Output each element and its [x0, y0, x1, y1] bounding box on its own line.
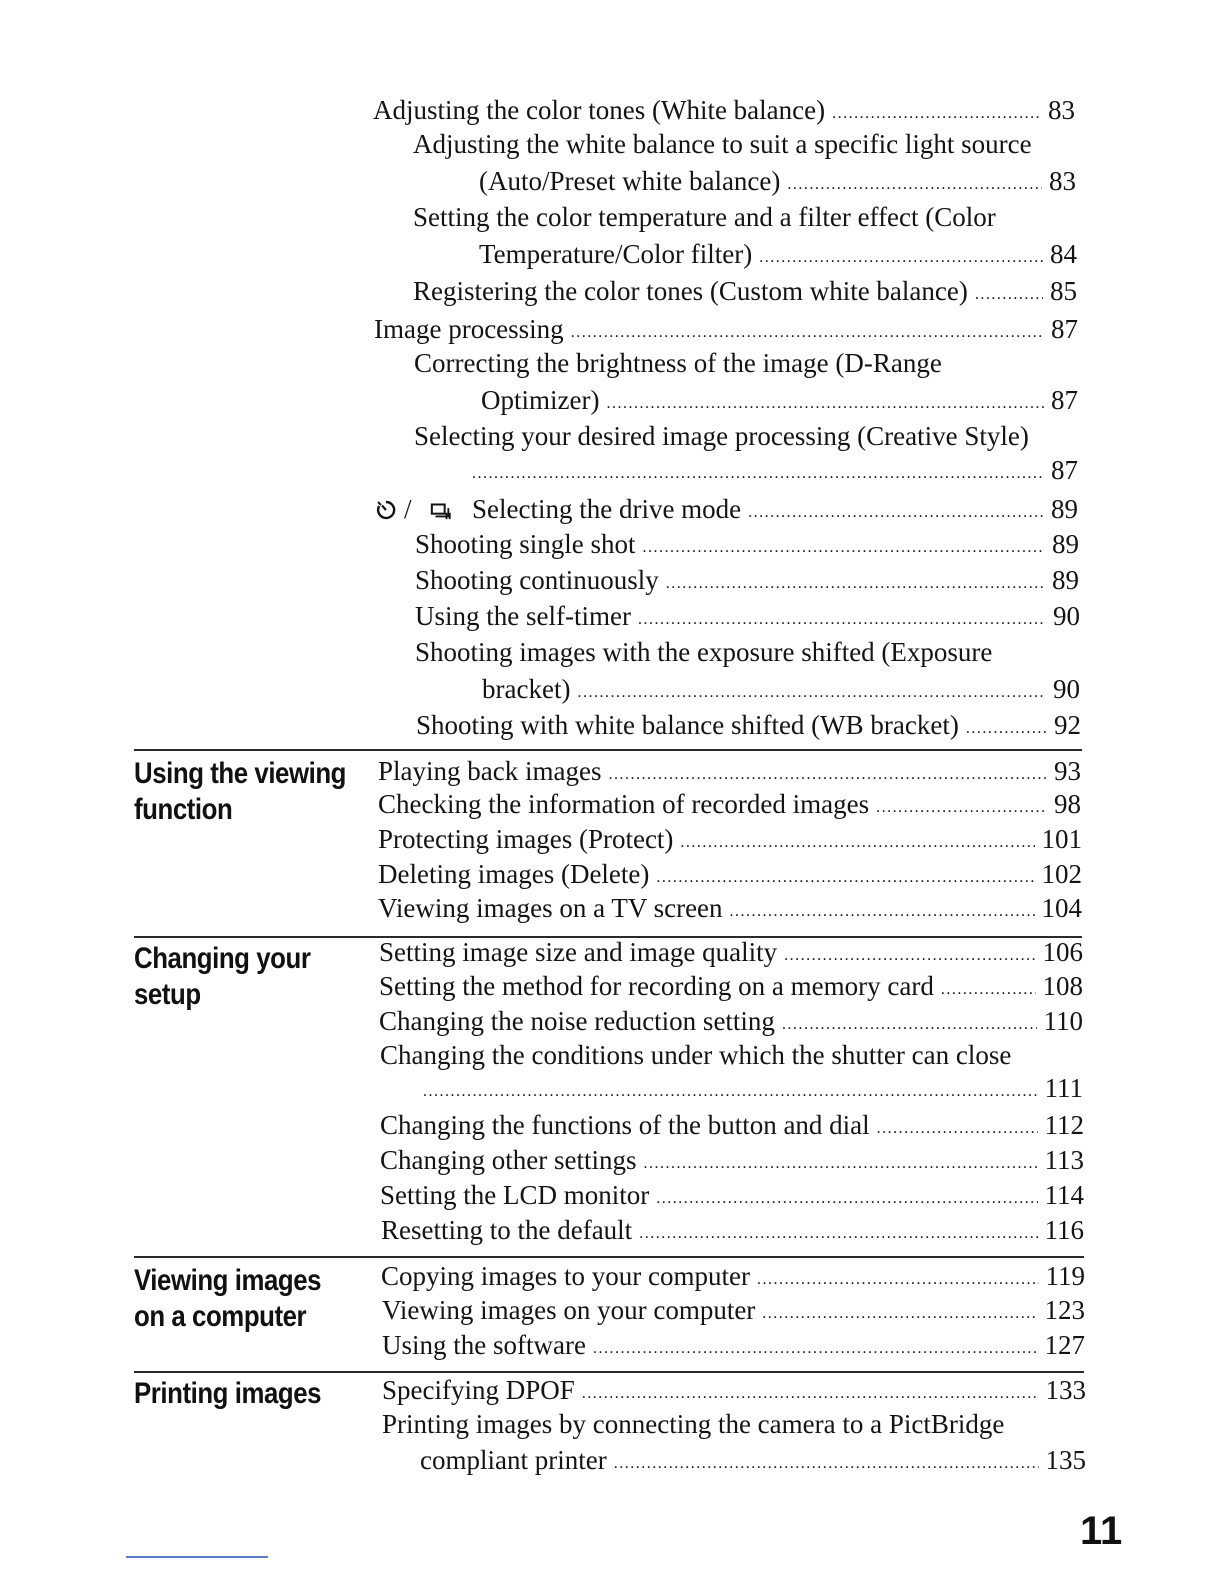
entry-text: bracket): [482, 674, 571, 704]
dot-leader: [784, 934, 1035, 970]
toc-entry[interactable]: [0, 311, 1224, 347]
toc-entry-drive-mode[interactable]: [0, 491, 1224, 527]
toc-entry[interactable]: [0, 418, 1224, 454]
continuous-shooting-icon: [430, 499, 452, 521]
entry-page: 83: [1049, 166, 1076, 196]
entry-text: Shooting images with the exposure shifted (Exposure: [415, 637, 993, 667]
entry-text: Optimizer): [481, 385, 600, 415]
entry-page: 119: [1045, 1261, 1085, 1291]
dot-leader: [666, 562, 1045, 598]
toc-entry[interactable]: [0, 1070, 1224, 1106]
section-rule: [134, 749, 1082, 751]
dot-leader: [639, 1212, 1037, 1248]
self-timer-icon: [375, 499, 397, 521]
dot-leader: [876, 786, 1047, 822]
entry-page: 84: [1050, 239, 1077, 269]
entry-text: Selecting the drive mode: [472, 494, 742, 524]
entry-page: 102: [1041, 859, 1082, 889]
dot-leader: [941, 968, 1036, 1004]
toc-entry[interactable]: [0, 1292, 1224, 1328]
dot-leader: [757, 1258, 1039, 1294]
toc-entry[interactable]: [0, 1003, 1224, 1039]
dot-leader: [643, 526, 1045, 562]
entry-text: Shooting continuously: [415, 565, 659, 595]
entry-text: Deleting images (Delete): [378, 859, 650, 889]
toc-entry[interactable]: [0, 1327, 1224, 1363]
entry-text: Specifying DPOF: [382, 1375, 575, 1405]
dot-leader: [832, 92, 1041, 128]
toc-entry[interactable]: [0, 452, 1224, 488]
dot-leader: [606, 382, 1044, 418]
dot-leader: [582, 1372, 1039, 1408]
toc-entry[interactable]: [0, 786, 1224, 822]
toc-entry[interactable]: [0, 890, 1224, 926]
dot-leader: [643, 1142, 1037, 1178]
dot-leader: [571, 311, 1044, 347]
toc-entry[interactable]: [0, 1258, 1224, 1294]
entry-page: 114: [1044, 1180, 1084, 1210]
dot-leader: [730, 890, 1035, 926]
entry-text: Adjusting the color tones (White balance): [373, 95, 826, 125]
entry-page: 89: [1052, 565, 1079, 595]
toc-entry[interactable]: [0, 1107, 1224, 1143]
toc-entry[interactable]: [0, 1372, 1224, 1408]
toc-entry[interactable]: [0, 1142, 1224, 1178]
toc-entry[interactable]: [0, 1442, 1224, 1478]
entry-text: compliant printer: [420, 1445, 607, 1475]
entry-page: 101: [1041, 824, 1082, 854]
entry-page: 127: [1044, 1330, 1085, 1360]
toc-entry[interactable]: [0, 92, 1224, 128]
entry-text: Adjusting the white balance to suit a specific light source: [413, 129, 1032, 159]
dot-leader: [680, 821, 1034, 857]
entry-page: 104: [1041, 893, 1082, 923]
toc-entry[interactable]: [0, 1037, 1224, 1073]
entry-text: Changing the conditions under which the shutter can close: [380, 1040, 1012, 1070]
entry-text: Setting the method for recording on a memory card: [379, 971, 934, 1001]
entry-text: Shooting with white balance shifted (WB bracket): [416, 710, 959, 740]
entry-text: Changing the functions of the button and dial: [380, 1110, 870, 1140]
toc-entry[interactable]: [0, 856, 1224, 892]
footer-line: [126, 1556, 268, 1558]
dot-leader: [423, 1070, 1038, 1106]
toc-entry[interactable]: [0, 1212, 1224, 1248]
entry-page: 92: [1054, 710, 1081, 740]
entry-text: Playing back images: [378, 756, 602, 786]
toc-entry[interactable]: [0, 236, 1224, 272]
toc-entry[interactable]: [0, 199, 1224, 235]
entry-text: Correcting the brightness of the image (D-Range: [414, 348, 942, 378]
entry-page: 112: [1044, 1110, 1084, 1140]
toc-entry[interactable]: [0, 671, 1224, 707]
entry-page: 106: [1042, 937, 1083, 967]
entry-text: Selecting your desired image processing (Creative Style): [414, 421, 1029, 451]
toc-entry[interactable]: [0, 1406, 1224, 1442]
entry-page: 133: [1045, 1375, 1086, 1405]
dot-leader: [759, 236, 1043, 272]
dot-leader: [975, 273, 1043, 309]
entry-text: Resetting to the default: [381, 1215, 633, 1245]
entry-page: 87: [1051, 314, 1078, 344]
dot-leader: [782, 1003, 1037, 1039]
dot-leader: [614, 1442, 1039, 1478]
entry-text: Image processing: [374, 314, 564, 344]
dot-leader: [787, 163, 1042, 199]
entry-page: 83: [1048, 95, 1075, 125]
entry-page: 98: [1054, 789, 1081, 819]
toc-entry[interactable]: [0, 753, 1224, 789]
entry-page: 123: [1044, 1295, 1085, 1325]
entry-text: Protecting images (Protect): [378, 824, 674, 854]
entry-page: 116: [1044, 1215, 1084, 1245]
entry-text: Setting the color temperature and a filter effect (Color: [413, 202, 996, 232]
section-heading: Changing your setup: [134, 942, 311, 1011]
toc-entry[interactable]: [0, 382, 1224, 418]
toc-entry[interactable]: [0, 562, 1224, 598]
toc-entry[interactable]: [0, 934, 1224, 970]
toc-entry[interactable]: [0, 273, 1224, 309]
section-heading: Printing images: [134, 1377, 322, 1410]
entry-text: Copying images to your computer: [381, 1261, 750, 1291]
entry-text: Shooting single shot: [415, 529, 636, 559]
entry-page: 108: [1042, 971, 1083, 1001]
dot-leader: [656, 856, 1034, 892]
entry-text: Registering the color tones (Custom white balance): [413, 276, 968, 306]
dot-leader: [608, 753, 1047, 789]
entry-page: 110: [1043, 1006, 1083, 1036]
entry-page: 111: [1044, 1073, 1083, 1103]
dot-leader: [877, 1107, 1038, 1143]
toc-entry[interactable]: [0, 345, 1224, 381]
entry-page: 135: [1045, 1445, 1086, 1475]
entry-text: Viewing images on a TV screen: [378, 893, 723, 923]
toc-entry[interactable]: [0, 163, 1224, 199]
entry-text: Using the software: [382, 1330, 586, 1360]
entry-page: 87: [1051, 455, 1078, 485]
entry-page: 89: [1051, 494, 1078, 524]
entry-text: Checking the information of recorded images: [378, 789, 870, 819]
entry-page: 85: [1050, 276, 1077, 306]
page-number: 11: [1080, 1509, 1123, 1553]
entry-page: 87: [1051, 385, 1078, 415]
toc-entry[interactable]: [0, 634, 1224, 670]
entry-page: 89: [1052, 529, 1079, 559]
entry-text: Setting image size and image quality: [379, 937, 778, 967]
dot-leader: [472, 452, 1044, 488]
entry-text: Setting the LCD monitor: [380, 1180, 650, 1210]
dot-leader: [577, 671, 1046, 707]
toc-entry[interactable]: [0, 968, 1224, 1004]
section-heading: Viewing images on a computer: [134, 1264, 322, 1333]
dot-leader: [966, 707, 1047, 743]
entry-page: 90: [1053, 674, 1080, 704]
entry-page: 113: [1044, 1145, 1084, 1175]
toc-entry[interactable]: [0, 598, 1224, 634]
section-heading: Using the viewing function: [134, 757, 347, 826]
dot-leader: [656, 1177, 1037, 1213]
toc-entry[interactable]: [0, 126, 1224, 162]
dot-leader: [762, 1292, 1037, 1328]
entry-page: 93: [1054, 756, 1081, 786]
dot-leader: [638, 598, 1046, 634]
entry-text: Using the self-timer: [415, 601, 631, 631]
dot-leader: [593, 1327, 1038, 1363]
icon-separator: /: [404, 494, 412, 524]
toc-entry[interactable]: [0, 1177, 1224, 1213]
toc-entry[interactable]: [0, 821, 1224, 857]
entry-text: Changing the noise reduction setting: [379, 1006, 775, 1036]
entry-text: Viewing images on your computer: [382, 1295, 756, 1325]
dot-leader: [748, 491, 1044, 527]
toc-entry[interactable]: [0, 707, 1224, 743]
toc-entry[interactable]: [0, 526, 1224, 562]
entry-text: Printing images by connecting the camera to a PictBridge: [382, 1409, 1005, 1439]
entry-page: 90: [1053, 601, 1080, 631]
entry-text: Changing other settings: [380, 1145, 637, 1175]
entry-text: (Auto/Preset white balance): [479, 166, 781, 196]
entry-text: Temperature/Color filter): [479, 239, 753, 269]
